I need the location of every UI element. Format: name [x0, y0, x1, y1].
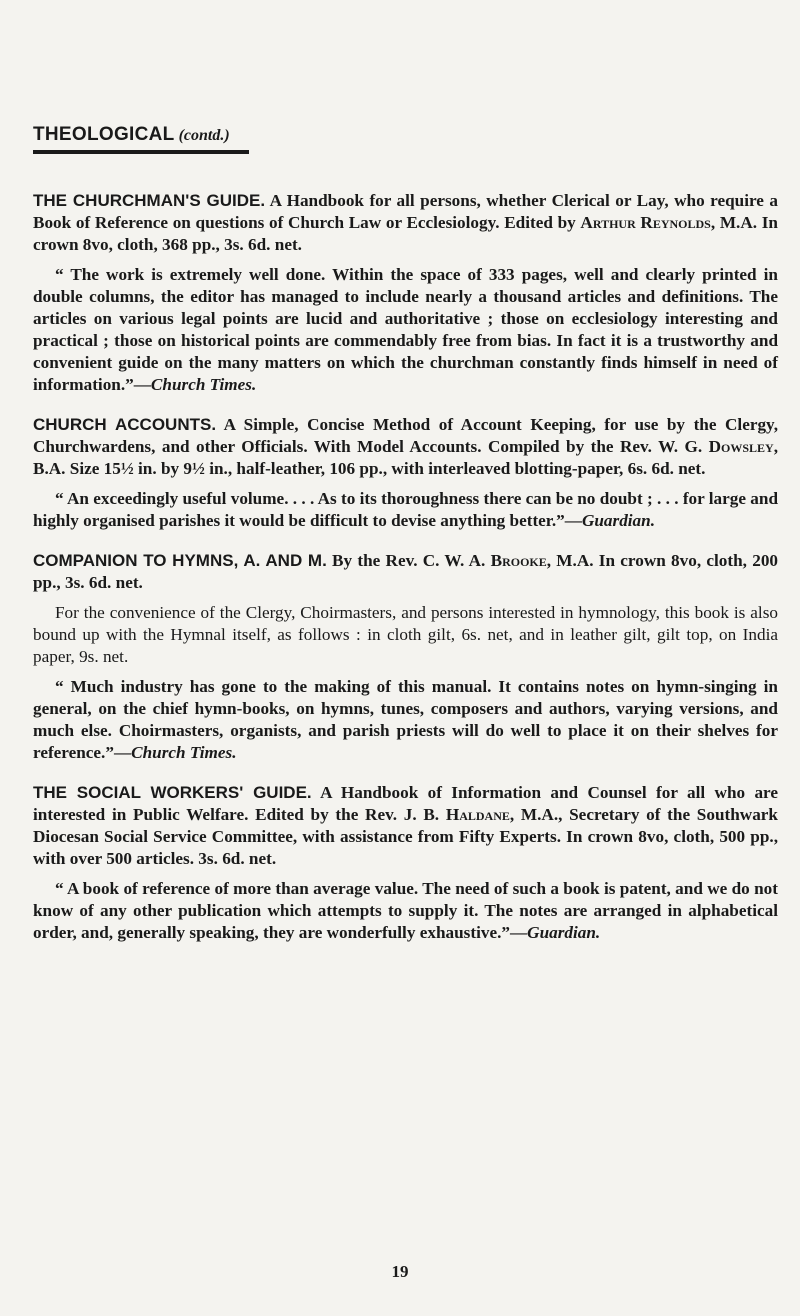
entry-desc-text: A Handbook of Information and Counsel for all who are interested in Public Welfare. Edited by the Rev. J. B. [33, 783, 778, 824]
entry-description [33, 190, 778, 256]
header-rule [33, 150, 249, 154]
entry-description [33, 782, 778, 870]
section-title: THEOLOGICAL [33, 124, 175, 145]
entry-editor: Arthur Reynolds [580, 213, 711, 232]
book-entry [33, 550, 778, 764]
book-entry [33, 782, 778, 944]
entry-title: THE CHURCHMAN'S GUIDE. [33, 191, 266, 210]
book-entry [33, 414, 778, 532]
entry-description [33, 550, 778, 594]
review-text: “ The work is extremely well done. Within the space of 333 pages, well and clearly printed in double columns, the editor has managed to include nearly a thousand articles and definitions. The articles on various legal points are lucid and authoritative ; those on ecclesiology interesting and practical ; those on historical points are commendably free from bias. In fact it is a trustworthy and convenient guide on the many matters on which the churchman constantly finds himself in need of information.”— [33, 265, 778, 394]
entry-desc-text: , M.A. In crown 8vo, cloth, 200 pp., 3s. 6d. net. [33, 551, 779, 592]
entries-list [33, 190, 778, 962]
entry-desc-text: By the Rev. C. W. A. [326, 551, 491, 570]
entry-desc-text: , M.A. In crown 8vo, cloth, 368 pp., 3s. 6d. net. [33, 213, 778, 254]
entry-note: For the convenience of the Clergy, Choirmasters, and persons interested in hymnology, this book is also bound up with the Hymnal itself, as follows : in cloth gilt, 6s. net, and in leather gilt, gilt top, on India paper, 9s. net. [33, 603, 778, 666]
entry-title: CHURCH ACCOUNTS. [33, 415, 217, 434]
review-source: Guardian. [581, 511, 656, 530]
review-source: Church Times. [150, 375, 257, 394]
entry-description [33, 414, 778, 480]
entry-editor: Brooke [490, 551, 547, 570]
entry-review [33, 264, 778, 396]
review-text: “ A book of reference of more than average value. The need of such a book is patent, and we do not know of any other publication which attempts to supply it. The notes are arranged in alphabetical order, and, generally speaking, they are wonderfully exhaustive.”— [33, 879, 778, 942]
book-entry [33, 190, 778, 396]
entry-review [33, 488, 778, 532]
entry-desc-text: , B.A. Size 15½ in. by 9½ in., half-leather, 106 pp., with interleaved blotting-paper, 6s. 6d. net. [33, 437, 778, 478]
entry-desc-text: A Simple, Concise Method of Account Keeping, for use by the Clergy, Churchwardens, and other Officials. With Model Accounts. Compiled by the Rev. W. G. [33, 415, 779, 456]
review-source: Church Times. [131, 743, 237, 762]
section-header [33, 124, 230, 146]
entry-desc-text: , M.A., Secretary of the Southwark Diocesan Social Service Committee, with assistance from Fifty Experts. In crown 8vo, cloth, 500 pp., with over 500 articles. 3s. 6d. net. [33, 805, 778, 868]
review-text: “ Much industry has gone to the making of this manual. It contains notes on hymn-singing in general, on the chief hymn-books, on hymns, tunes, composers and authors, varying versions, and much else. Choirmasters, organists, and parish priests will do well to place it on their shelves for reference.”— [33, 677, 778, 762]
page-number: 19 [391, 1262, 409, 1281]
entry-review [33, 878, 778, 944]
entry-editor: Dowsley [708, 437, 774, 456]
review-text: “ An exceedingly useful volume. . . . As to its thoroughness there can be no doubt ; . . . for large and highly organised parishes it would be difficult to devise anything better.”— [33, 489, 778, 530]
entry-title: COMPANION TO HYMNS, A. AND M. [33, 551, 327, 570]
section-contd: (contd.) [178, 127, 230, 144]
review-source: Guardian. [527, 923, 601, 942]
entry-editor: Haldane [445, 805, 510, 824]
entry-review [33, 676, 778, 764]
entry-desc-text: A Handbook for all persons, whether Clerical or Lay, who require a Book of Reference on questions of Church Law or Ecclesiology. Edited by [33, 191, 779, 232]
entry-title: THE SOCIAL WORKERS' GUIDE. [33, 783, 312, 802]
